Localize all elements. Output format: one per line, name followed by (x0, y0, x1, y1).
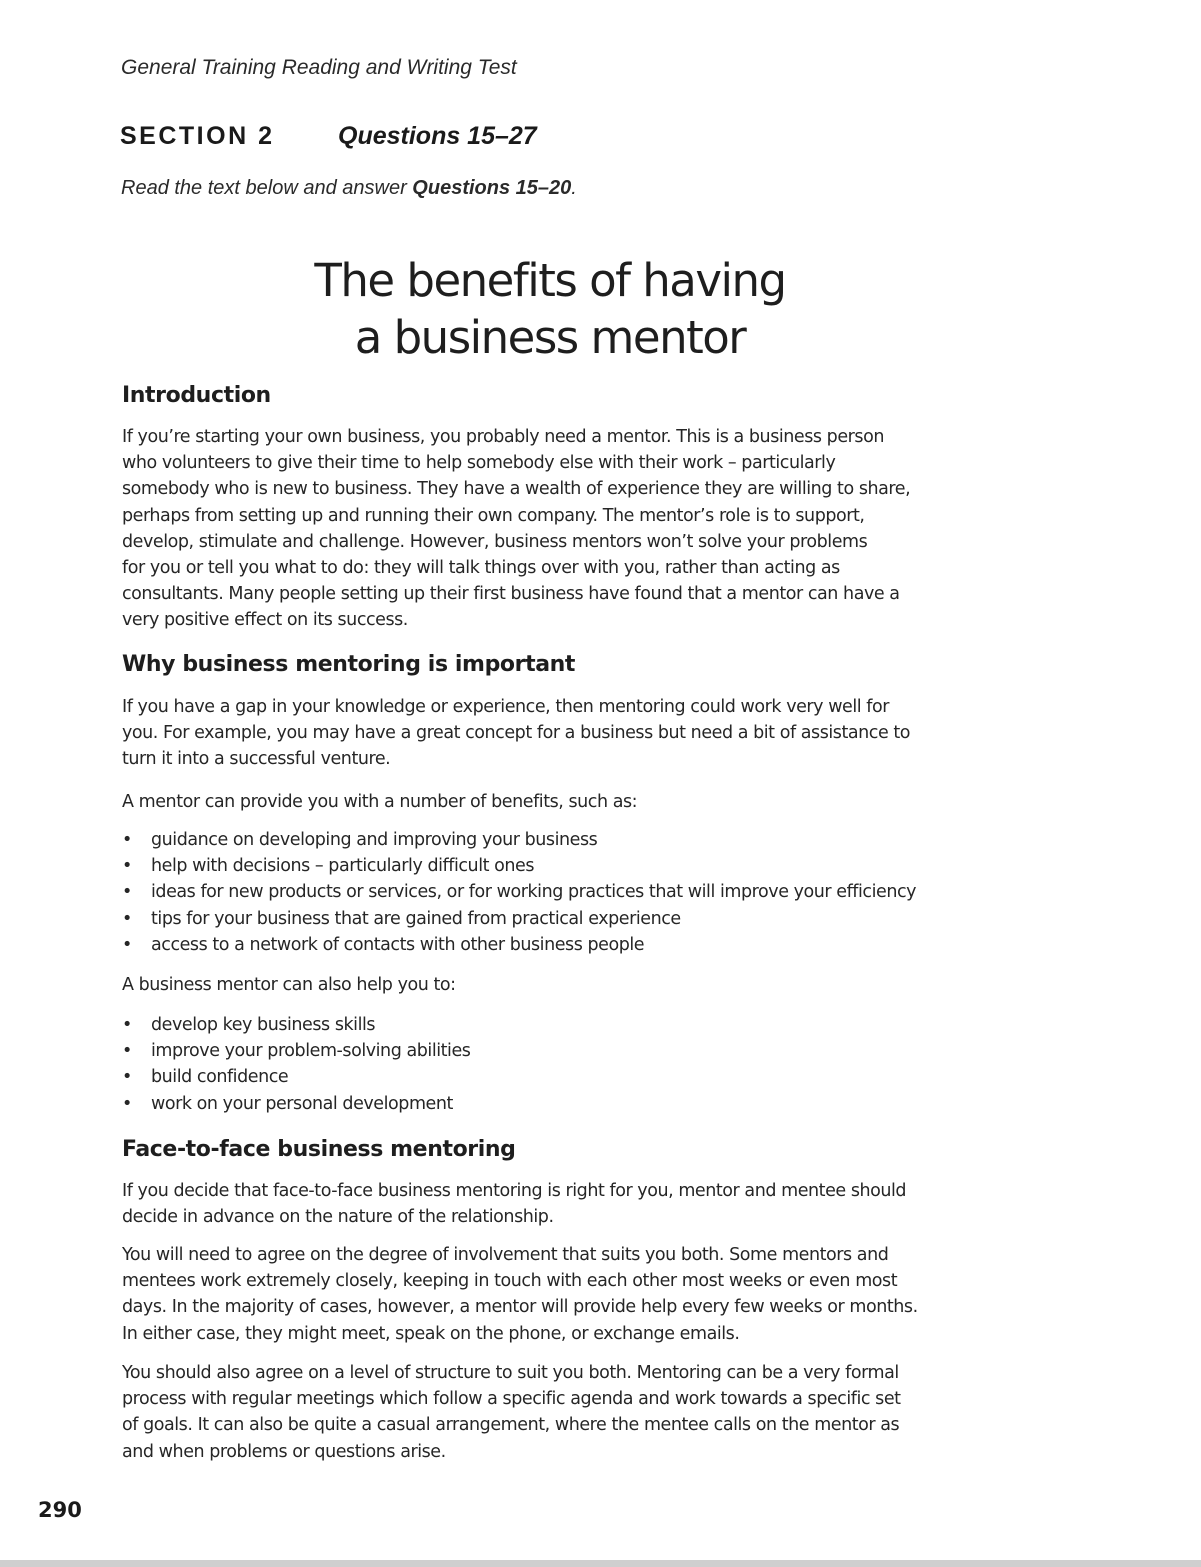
instruction-questions: Questions 15–20 (412, 177, 572, 199)
benefits-list (122, 827, 1022, 958)
section-label: SECTION 2 (120, 122, 275, 150)
bullet-icon: • (122, 1041, 132, 1062)
bullet-icon: • (122, 856, 132, 877)
paragraph-line: very positive effect on its success. (122, 610, 408, 631)
section-heading (120, 122, 537, 151)
bullet-icon: • (122, 830, 132, 850)
why-paragraph-2 (122, 789, 1002, 815)
bullet-icon: • (122, 1067, 132, 1088)
list-item (122, 906, 1022, 932)
paragraph-line: consultants. Many people setting up their first business have found that a mentor can have a (122, 584, 900, 605)
list-item (122, 932, 1022, 958)
list-item (122, 1038, 1022, 1064)
paragraph-line: You will need to agree on the degree of involvement that suits you both. Some mentors and (122, 1245, 889, 1265)
list-item-text: ideas for new products or services, or for working practices that will improve your efficiency (151, 882, 917, 903)
why-paragraph-3 (122, 972, 1002, 998)
paragraph-line: A mentor can provide you with a number of benefits, such as: (122, 792, 638, 812)
bullet-icon: • (122, 882, 132, 903)
article-title (250, 252, 850, 366)
page-number: 290 (38, 1498, 82, 1522)
intro-paragraph (122, 424, 1002, 634)
paragraph-line: for you or tell you what to do: they will talk things over with you, rather than acting as (122, 558, 840, 579)
bullet-icon: • (122, 934, 132, 955)
face-paragraph-2 (122, 1242, 1002, 1347)
list-item (122, 1012, 1022, 1038)
list-item-text: access to a network of contacts with other business people (151, 934, 645, 955)
paragraph-line: perhaps from setting up and running their own company. The mentor’s role is to support, (122, 505, 865, 526)
paragraph-line: You should also agree on a level of structure to suit you both. Mentoring can be a very formal (122, 1363, 899, 1383)
list-item-text: help with decisions – particularly difficult ones (151, 856, 535, 877)
paragraph-line: days. In the majority of cases, however, a mentor will provide help every few weeks or months. (122, 1297, 918, 1318)
face-paragraph-1 (122, 1178, 1002, 1230)
paragraph-line: who volunteers to give their time to help somebody else with their work – particularly (122, 453, 836, 474)
paragraph-line: In either case, they might meet, speak on the phone, or exchange emails. (122, 1323, 740, 1344)
paragraph-line: mentees work extremely closely, keeping in touch with each other most weeks or even most (122, 1271, 898, 1292)
list-item (122, 827, 1022, 853)
paragraph-line: If you decide that face-to-face business mentoring is right for you, mentor and mentee should (122, 1181, 907, 1201)
list-item-text: improve your problem-solving abilities (151, 1041, 471, 1062)
paragraph-line: of goals. It can also be quite a casual arrangement, where the mentee calls on the mentor as (122, 1415, 900, 1436)
paragraph-line: and when problems or questions arise. (122, 1441, 446, 1462)
article-title-line-2: a business mentor (354, 311, 746, 364)
paragraph-line: turn it into a successful venture. (122, 749, 391, 770)
list-item (122, 1064, 1022, 1090)
paragraph-line: develop, stimulate and challenge. However, business mentors won’t solve your problems (122, 531, 868, 552)
paragraph-line: If you’re starting your own business, you probably need a mentor. This is a business person (122, 427, 884, 447)
paragraph-line: somebody who is new to business. They have a wealth of experience they are willing to share, (122, 479, 911, 500)
section-questions: Questions 15–27 (338, 122, 537, 150)
bullet-icon: • (122, 908, 132, 929)
page-bottom-edge (0, 1560, 1201, 1567)
list-item-text: develop key business skills (151, 1015, 376, 1035)
why-paragraph-1 (122, 694, 1002, 773)
bullet-icon: • (122, 1015, 132, 1035)
running-header: General Training Reading and Writing Test (121, 56, 517, 79)
instruction-prefix: Read the text below and answer (121, 177, 413, 199)
paragraph-line: decide in advance on the nature of the relationship. (122, 1207, 554, 1228)
skills-list (122, 1012, 1022, 1117)
heading-introduction: Introduction (122, 383, 271, 408)
paragraph-line: you. For example, you may have a great concept for a business but need a bit of assistance to (122, 723, 911, 744)
list-item-text: tips for your business that are gained from practical experience (151, 908, 681, 929)
bullet-icon: • (122, 1093, 132, 1114)
heading-face-to-face: Face-to-face business mentoring (122, 1137, 516, 1162)
face-paragraph-3 (122, 1360, 1002, 1465)
article-title-line-1: The benefits of having (314, 254, 786, 307)
instruction-suffix: . (571, 177, 577, 199)
instruction (121, 177, 577, 200)
list-item-text: build confidence (151, 1067, 289, 1088)
paragraph-line: If you have a gap in your knowledge or experience, then mentoring could work very well for (122, 697, 890, 717)
heading-why-mentoring: Why business mentoring is important (122, 652, 576, 677)
list-item (122, 1091, 1022, 1117)
list-item-text: work on your personal development (151, 1093, 453, 1114)
list-item-text: guidance on developing and improving your business (151, 830, 598, 850)
paragraph-line: process with regular meetings which follow a specific agenda and work towards a specific set (122, 1389, 901, 1410)
list-item (122, 853, 1022, 879)
list-item (122, 879, 1022, 905)
paragraph-line: A business mentor can also help you to: (122, 975, 456, 995)
